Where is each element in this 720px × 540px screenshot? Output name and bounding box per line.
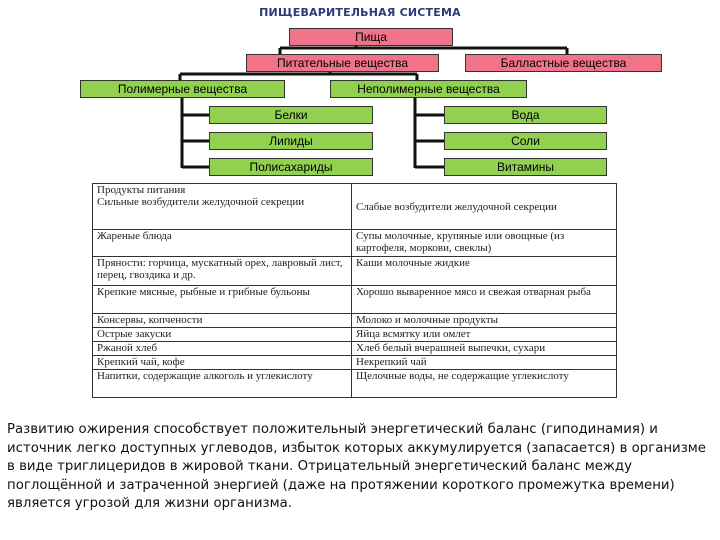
node-salts: Соли xyxy=(444,132,607,150)
node-vitamins: Витамины xyxy=(444,158,607,176)
secretion-table xyxy=(92,183,617,398)
node-water: Вода xyxy=(444,106,607,124)
table-cell: Пряности: горчица, мускатный орех, лавровый лист, перец, гвоздика и др. xyxy=(93,257,352,286)
table-cell: Каши молочные жидкие xyxy=(352,257,617,286)
node-polymer: Полимерные вещества xyxy=(80,80,285,98)
table-header-left: Продукты питания Сильные возбудители желудочной секреции xyxy=(93,184,352,230)
node-proteins: Белки xyxy=(209,106,373,124)
table-cell: Некрепкий чай xyxy=(352,356,617,370)
table-row xyxy=(93,286,617,314)
node-ballast: Балластные вещества xyxy=(465,54,662,72)
table-row xyxy=(93,328,617,342)
table-row xyxy=(93,257,617,286)
table-row xyxy=(93,314,617,328)
table-cell: Крепкий чай, кофе xyxy=(93,356,352,370)
table-header-right: Слабые возбудители желудочной секреции xyxy=(352,184,617,230)
table-cell: Острые закуски xyxy=(93,328,352,342)
table-cell: Консервы, копчености xyxy=(93,314,352,328)
slide-title: ПИЩЕВАРИТЕЛЬНАЯ СИСТЕМА xyxy=(259,6,461,19)
table-cell: Жареные блюда xyxy=(93,230,352,257)
table-cell: Хорошо вываренное мясо и свежая отварная рыба xyxy=(352,286,617,314)
node-polysaccharides: Полисахариды xyxy=(209,158,373,176)
table-row xyxy=(93,370,617,398)
table-row xyxy=(93,230,617,257)
table-cell: Яйца всмятку или омлет xyxy=(352,328,617,342)
table-cell: Молоко и молочные продукты xyxy=(352,314,617,328)
table-cell: Ржаной хлеб xyxy=(93,342,352,356)
table-row xyxy=(93,342,617,356)
table-row xyxy=(93,356,617,370)
node-nonpolymer: Неполимерные вещества xyxy=(330,80,527,98)
table-cell: Щелочные воды, не содержащие углекислоту xyxy=(352,370,617,398)
obesity-paragraph: Развитию ожирения способствует положительный энергетический баланс (гиподинамия) и источник легко доступных углеводов, избыток которых аккумулируется (запасается) в организме в виде триглицеридов в жировой ткани. Отрицательный энергетический баланс между поглощённой и затраченной энергией (даже на протяжении короткого промежутка времени) является угрозой для жизни организма. xyxy=(7,422,706,512)
node-nutrients: Питательные вещества xyxy=(246,54,439,72)
table-cell: Супы молочные, крупяные или овощные (из картофеля, моркови, свеклы) xyxy=(352,230,617,257)
node-lipids: Липиды xyxy=(209,132,373,150)
table-cell: Хлеб белый вчерашней выпечки, сухари xyxy=(352,342,617,356)
table-cell: Крепкие мясные, рыбные и грибные бульоны xyxy=(93,286,352,314)
node-food: Пища xyxy=(289,28,453,46)
table-cell: Напитки, содержащие алкоголь и углекислоту xyxy=(93,370,352,398)
table-header-row xyxy=(93,184,617,230)
